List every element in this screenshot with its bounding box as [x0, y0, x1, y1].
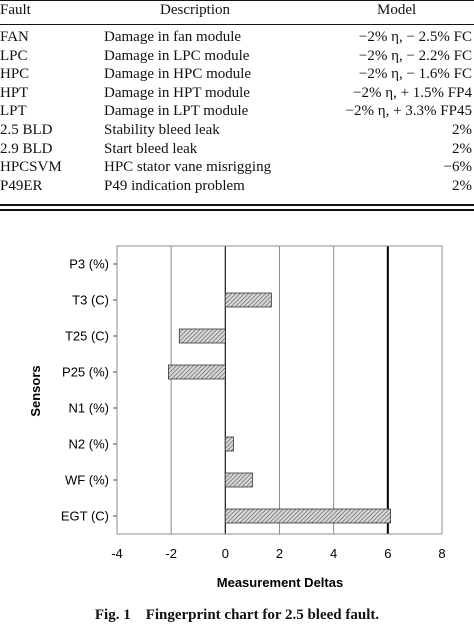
header-model: Model	[377, 2, 417, 18]
y-tick-label: N1 (%)	[68, 400, 109, 416]
table-bottom-rule-2	[0, 209, 474, 211]
x-axis-title: Measurement Deltas	[216, 575, 344, 590]
cell-description: Damage in HPT module	[104, 84, 250, 101]
x-tick-label: -2	[165, 546, 177, 561]
x-tick-label: 6	[384, 546, 392, 561]
cell-model: −2% η, − 1.6% FC	[358, 66, 472, 83]
cell-description: HPC stator vane misrigging	[104, 159, 272, 176]
cell-fault: LPC	[0, 47, 28, 64]
y-tick-label: WF (%)	[64, 472, 109, 488]
y-tick-label: T25 (C)	[64, 328, 109, 344]
cell-description: Start bleed leak	[104, 140, 198, 157]
cell-model: −2% η, − 2.2% FC	[358, 47, 472, 64]
cell-fault: LPT	[0, 103, 27, 120]
cell-fault: HPT	[0, 84, 29, 101]
cell-model: −2% η, − 2.5% FC	[358, 29, 472, 45]
cell-description: P49 indication problem	[104, 177, 245, 194]
bar	[168, 365, 225, 379]
cell-model: −2% η, + 3.3% FP45	[345, 103, 472, 120]
cell-fault: FAN	[0, 29, 29, 45]
y-tick-label: T3 (C)	[72, 292, 109, 308]
bar	[225, 437, 233, 451]
cell-fault: 2.5 BLD	[0, 122, 53, 138]
cell-fault: HPC	[0, 66, 30, 83]
x-tick-label: -4	[111, 546, 123, 561]
cell-model: 2%	[452, 122, 472, 138]
cell-model: −6%	[443, 159, 472, 176]
table-header-rule	[0, 24, 474, 25]
header-description: Description	[160, 2, 230, 18]
fault-table	[0, 0, 474, 215]
cell-description: Damage in fan module	[104, 29, 242, 45]
fingerprint-chart	[0, 236, 474, 604]
x-tick-label: 4	[330, 546, 338, 561]
x-tick-label: 0	[221, 546, 229, 561]
x-tick-label: 8	[438, 546, 446, 561]
cell-fault: P49ER	[0, 177, 43, 194]
bar	[225, 293, 271, 307]
bar	[225, 473, 252, 487]
table-top-rule	[0, 0, 474, 1]
cell-fault: 2.9 BLD	[0, 140, 53, 157]
cell-model: 2%	[452, 140, 472, 157]
chart-grid	[171, 246, 388, 534]
y-tick-label: EGT (C)	[60, 508, 109, 524]
cell-description: Damage in LPT module	[104, 103, 249, 120]
y-axis-title: Sensors	[28, 365, 43, 417]
bar	[179, 329, 225, 343]
y-tick-label: N2 (%)	[68, 436, 109, 452]
cell-fault: HPCSVM	[0, 159, 62, 176]
header-fault: Fault	[0, 2, 31, 18]
cell-model: 2%	[452, 177, 472, 194]
cell-description: Damage in LPC module	[104, 47, 250, 64]
table-bottom-rule-1	[0, 204, 474, 206]
cell-model: −2% η, + 1.5% FP4	[353, 84, 472, 101]
x-tick-label: 2	[275, 546, 284, 561]
cell-description: Stability bleed leak	[104, 122, 220, 138]
figure-caption: Fig. 1 Fingerprint chart for 2.5 bleed fault.	[94, 607, 380, 623]
y-tick-label: P3 (%)	[69, 256, 109, 272]
bar	[225, 509, 390, 523]
cell-description: Damage in HPC module	[104, 66, 252, 83]
y-tick-label: P25 (%)	[62, 364, 109, 380]
